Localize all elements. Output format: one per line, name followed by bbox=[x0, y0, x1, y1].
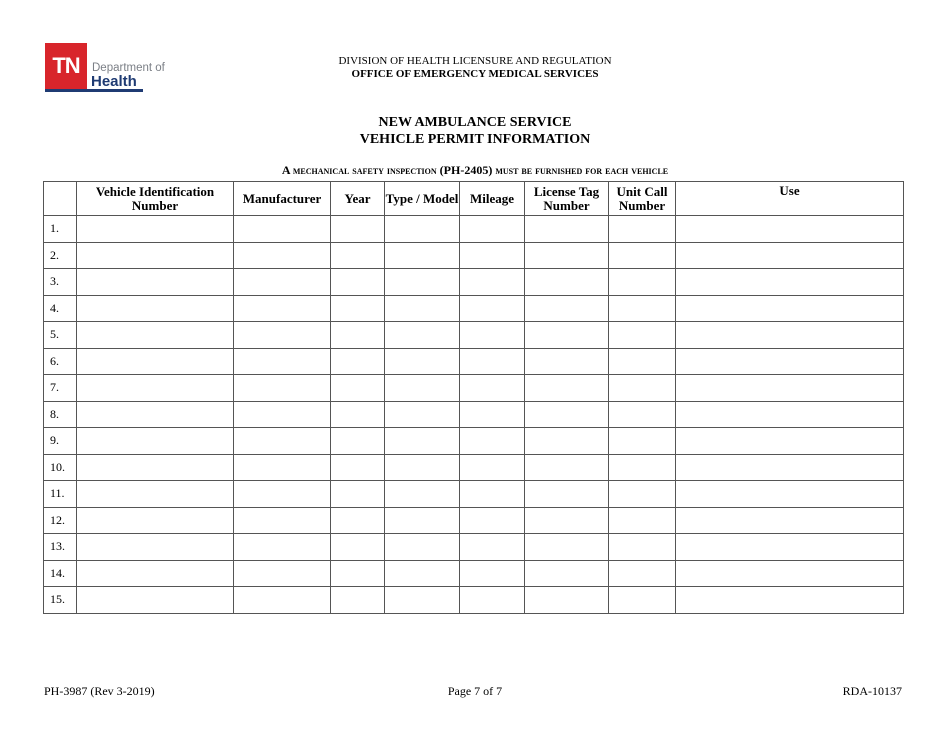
cell-type-model[interactable] bbox=[385, 428, 460, 455]
cell-license-tag[interactable] bbox=[525, 507, 609, 534]
cell-license-tag[interactable] bbox=[525, 216, 609, 243]
cell-mileage[interactable] bbox=[460, 242, 525, 269]
cell-type-model[interactable] bbox=[385, 534, 460, 561]
cell-use[interactable] bbox=[676, 454, 904, 481]
cell-use[interactable] bbox=[676, 375, 904, 402]
cell-unit-call[interactable] bbox=[609, 242, 676, 269]
cell-mileage[interactable] bbox=[460, 375, 525, 402]
cell-year[interactable] bbox=[331, 560, 385, 587]
cell-type-model[interactable] bbox=[385, 269, 460, 296]
cell-year[interactable] bbox=[331, 534, 385, 561]
cell-year[interactable] bbox=[331, 269, 385, 296]
cell-vin[interactable] bbox=[77, 454, 234, 481]
cell-vin[interactable] bbox=[77, 295, 234, 322]
cell-unit-call[interactable] bbox=[609, 534, 676, 561]
row-number: 11. bbox=[44, 481, 77, 508]
cell-manufacturer[interactable] bbox=[234, 322, 331, 349]
cell-license-tag[interactable] bbox=[525, 454, 609, 481]
cell-manufacturer[interactable] bbox=[234, 428, 331, 455]
row-number: 3. bbox=[44, 269, 77, 296]
cell-use[interactable] bbox=[676, 242, 904, 269]
row-number: 8. bbox=[44, 401, 77, 428]
cell-mileage[interactable] bbox=[460, 560, 525, 587]
row-number: 14. bbox=[44, 560, 77, 587]
cell-use[interactable] bbox=[676, 348, 904, 375]
cell-type-model[interactable] bbox=[385, 375, 460, 402]
cell-vin[interactable] bbox=[77, 348, 234, 375]
cell-manufacturer[interactable] bbox=[234, 295, 331, 322]
cell-unit-call[interactable] bbox=[609, 401, 676, 428]
cell-use[interactable] bbox=[676, 401, 904, 428]
cell-vin[interactable] bbox=[77, 560, 234, 587]
division-name: DIVISION OF HEALTH LICENSURE AND REGULATION bbox=[338, 55, 612, 67]
cell-vin[interactable] bbox=[77, 216, 234, 243]
cell-mileage[interactable] bbox=[460, 322, 525, 349]
agency-header bbox=[335, 55, 615, 81]
cell-vin[interactable] bbox=[77, 534, 234, 561]
cell-license-tag[interactable] bbox=[525, 242, 609, 269]
cell-license-tag[interactable] bbox=[525, 348, 609, 375]
row-number: 13. bbox=[44, 534, 77, 561]
table-row bbox=[44, 322, 904, 349]
header-mileage: Mileage bbox=[460, 182, 525, 216]
cell-unit-call[interactable] bbox=[609, 454, 676, 481]
cell-manufacturer[interactable] bbox=[234, 587, 331, 614]
header-number bbox=[44, 182, 77, 216]
cell-unit-call[interactable] bbox=[609, 428, 676, 455]
cell-license-tag[interactable] bbox=[525, 401, 609, 428]
cell-manufacturer[interactable] bbox=[234, 507, 331, 534]
cell-manufacturer[interactable] bbox=[234, 269, 331, 296]
cell-mileage[interactable] bbox=[460, 534, 525, 561]
cell-type-model[interactable] bbox=[385, 322, 460, 349]
cell-mileage[interactable] bbox=[460, 401, 525, 428]
cell-vin[interactable] bbox=[77, 242, 234, 269]
cell-unit-call[interactable] bbox=[609, 375, 676, 402]
cell-license-tag[interactable] bbox=[525, 534, 609, 561]
cell-use[interactable] bbox=[676, 587, 904, 614]
cell-vin[interactable] bbox=[77, 322, 234, 349]
cell-mileage[interactable] bbox=[460, 587, 525, 614]
cell-year[interactable] bbox=[331, 454, 385, 481]
cell-mileage[interactable] bbox=[460, 269, 525, 296]
row-number: 1. bbox=[44, 216, 77, 243]
header-license-tag: License Tag Number bbox=[525, 182, 609, 216]
office-name: OFFICE OF EMERGENCY MEDICAL SERVICES bbox=[351, 68, 599, 80]
table-row bbox=[44, 375, 904, 402]
header-unit-call: Unit Call Number bbox=[609, 182, 676, 216]
logo-department-text: Department of bbox=[92, 62, 165, 74]
cell-mileage[interactable] bbox=[460, 216, 525, 243]
cell-type-model[interactable] bbox=[385, 507, 460, 534]
cell-unit-call[interactable] bbox=[609, 481, 676, 508]
table-row bbox=[44, 534, 904, 561]
cell-use[interactable] bbox=[676, 269, 904, 296]
row-number: 2. bbox=[44, 242, 77, 269]
cell-vin[interactable] bbox=[77, 481, 234, 508]
cell-mileage[interactable] bbox=[460, 428, 525, 455]
row-number: 7. bbox=[44, 375, 77, 402]
cell-type-model[interactable] bbox=[385, 560, 460, 587]
cell-manufacturer[interactable] bbox=[234, 454, 331, 481]
header-type-model: Type / Model bbox=[385, 182, 460, 216]
cell-use[interactable] bbox=[676, 322, 904, 349]
cell-mileage[interactable] bbox=[460, 348, 525, 375]
cell-license-tag[interactable] bbox=[525, 587, 609, 614]
row-number: 6. bbox=[44, 348, 77, 375]
cell-year[interactable] bbox=[331, 375, 385, 402]
vehicle-table bbox=[43, 181, 904, 614]
title-line-2: VEHICLE PERMIT INFORMATION bbox=[359, 132, 591, 147]
cell-use[interactable] bbox=[676, 428, 904, 455]
table-row bbox=[44, 481, 904, 508]
cell-unit-call[interactable] bbox=[609, 216, 676, 243]
cell-type-model[interactable] bbox=[385, 587, 460, 614]
page-number: Page 7 of 7 bbox=[447, 684, 503, 698]
cell-use[interactable] bbox=[676, 295, 904, 322]
header-manufacturer: Manufacturer bbox=[234, 182, 331, 216]
cell-year[interactable] bbox=[331, 322, 385, 349]
table-row bbox=[44, 269, 904, 296]
cell-license-tag[interactable] bbox=[525, 428, 609, 455]
header-use: Use bbox=[676, 182, 904, 216]
inspection-notice: A mechanical safety inspection (PH-2405) must be furnished for each vehicle bbox=[281, 163, 669, 177]
cell-vin[interactable] bbox=[77, 587, 234, 614]
cell-type-model[interactable] bbox=[385, 216, 460, 243]
cell-year[interactable] bbox=[331, 216, 385, 243]
table-row bbox=[44, 348, 904, 375]
cell-vin[interactable] bbox=[77, 375, 234, 402]
logo-health-text: Health bbox=[91, 73, 137, 90]
cell-manufacturer[interactable] bbox=[234, 348, 331, 375]
cell-use[interactable] bbox=[676, 216, 904, 243]
cell-manufacturer[interactable] bbox=[234, 375, 331, 402]
cell-unit-call[interactable] bbox=[609, 348, 676, 375]
row-number: 4. bbox=[44, 295, 77, 322]
cell-manufacturer[interactable] bbox=[234, 401, 331, 428]
cell-unit-call[interactable] bbox=[609, 295, 676, 322]
row-number: 12. bbox=[44, 507, 77, 534]
table-row bbox=[44, 560, 904, 587]
cell-year[interactable] bbox=[331, 587, 385, 614]
cell-year[interactable] bbox=[331, 481, 385, 508]
cell-vin[interactable] bbox=[77, 269, 234, 296]
cell-manufacturer[interactable] bbox=[234, 216, 331, 243]
cell-use[interactable] bbox=[676, 560, 904, 587]
cell-use[interactable] bbox=[676, 534, 904, 561]
cell-mileage[interactable] bbox=[460, 507, 525, 534]
cell-mileage[interactable] bbox=[460, 481, 525, 508]
cell-year[interactable] bbox=[331, 428, 385, 455]
cell-unit-call[interactable] bbox=[609, 507, 676, 534]
cell-license-tag[interactable] bbox=[525, 295, 609, 322]
cell-type-model[interactable] bbox=[385, 348, 460, 375]
cell-use[interactable] bbox=[676, 481, 904, 508]
row-number: 5. bbox=[44, 322, 77, 349]
cell-mileage[interactable] bbox=[460, 454, 525, 481]
cell-manufacturer[interactable] bbox=[234, 481, 331, 508]
header-vin: Vehicle Identification Number bbox=[77, 182, 234, 216]
table-header-row bbox=[44, 182, 904, 216]
cell-unit-call[interactable] bbox=[609, 560, 676, 587]
cell-unit-call[interactable] bbox=[609, 587, 676, 614]
cell-vin[interactable] bbox=[77, 428, 234, 455]
cell-year[interactable] bbox=[331, 295, 385, 322]
cell-year[interactable] bbox=[331, 348, 385, 375]
cell-mileage[interactable] bbox=[460, 295, 525, 322]
logo-tn-badge: TN bbox=[45, 43, 87, 91]
table-row bbox=[44, 401, 904, 428]
cell-unit-call[interactable] bbox=[609, 322, 676, 349]
cell-type-model[interactable] bbox=[385, 242, 460, 269]
form-number: PH-3987 (Rev 3-2019) bbox=[44, 684, 155, 698]
cell-license-tag[interactable] bbox=[525, 481, 609, 508]
cell-year[interactable] bbox=[331, 401, 385, 428]
cell-license-tag[interactable] bbox=[525, 322, 609, 349]
cell-license-tag[interactable] bbox=[525, 269, 609, 296]
cell-use[interactable] bbox=[676, 507, 904, 534]
cell-manufacturer[interactable] bbox=[234, 534, 331, 561]
cell-type-model[interactable] bbox=[385, 454, 460, 481]
rda-number: RDA-10137 bbox=[842, 684, 902, 698]
row-number: 9. bbox=[44, 428, 77, 455]
form-title bbox=[0, 114, 950, 148]
table-row bbox=[44, 507, 904, 534]
row-number: 15. bbox=[44, 587, 77, 614]
cell-year[interactable] bbox=[331, 242, 385, 269]
cell-unit-call[interactable] bbox=[609, 269, 676, 296]
title-line-1: NEW AMBULANCE SERVICE bbox=[378, 115, 572, 130]
table-row bbox=[44, 428, 904, 455]
cell-type-model[interactable] bbox=[385, 481, 460, 508]
row-number: 10. bbox=[44, 454, 77, 481]
table-row bbox=[44, 216, 904, 243]
cell-vin[interactable] bbox=[77, 401, 234, 428]
cell-year[interactable] bbox=[331, 507, 385, 534]
tn-health-logo bbox=[45, 43, 170, 95]
cell-type-model[interactable] bbox=[385, 295, 460, 322]
table-row bbox=[44, 454, 904, 481]
header-year: Year bbox=[331, 182, 385, 216]
cell-manufacturer[interactable] bbox=[234, 242, 331, 269]
table-row bbox=[44, 587, 904, 614]
table-row bbox=[44, 242, 904, 269]
cell-license-tag[interactable] bbox=[525, 560, 609, 587]
cell-license-tag[interactable] bbox=[525, 375, 609, 402]
table-row bbox=[44, 295, 904, 322]
cell-vin[interactable] bbox=[77, 507, 234, 534]
cell-type-model[interactable] bbox=[385, 401, 460, 428]
cell-manufacturer[interactable] bbox=[234, 560, 331, 587]
